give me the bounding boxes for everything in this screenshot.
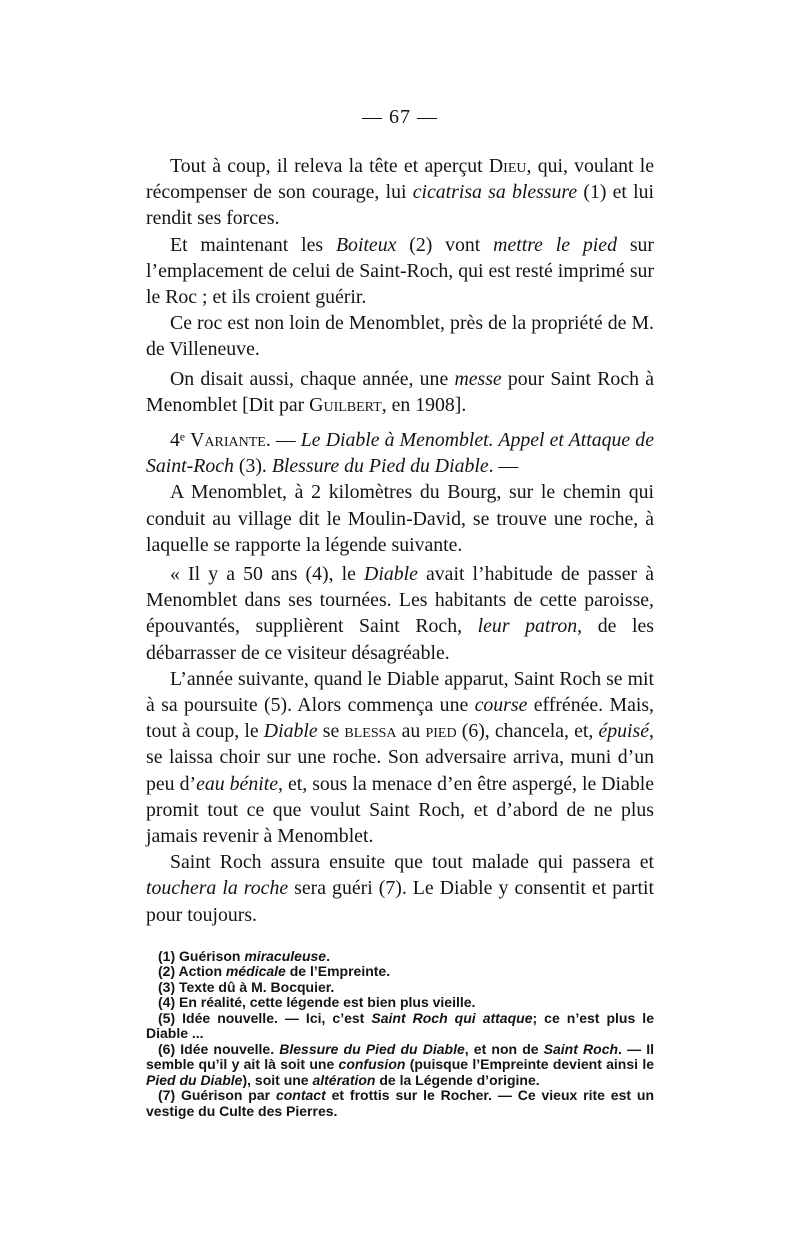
footnote-2: (2) Action médicale de l’Empreinte. [158, 963, 391, 980]
footnote-7: (7) Guérison par contact et frottis sur le Rocher. — Ce vieux rite est un vestige du Culte des Pierres. [146, 1087, 654, 1119]
footnotes [146, 949, 654, 1120]
paragraph-7: « Il y a 50 ans (4), le Diable avait l’habitude de passer à Menomblet dans ses tournées. Les habitants de cette paroisse, épouvantés, supplièrent Saint Roch, leur patron, de les débarrasser de ce visiteur désagréable. [146, 563, 654, 664]
book-page [146, 106, 654, 1119]
paragraph-1: Tout à coup, il releva la tête et aperçut Dieu, qui, voulant le récompenser de son courage, lui cicatrisa sa blessure (1) et lui rendit ses forces. [146, 155, 655, 230]
footnote-5: (5) Idée nouvelle. — Ici, c’est Saint Roch qui attaque; ce n’est plus le Diable ... [146, 1009, 654, 1042]
footnote-3: (3) Texte dû à M. Bocquier. [158, 978, 335, 995]
page-number: — 67 — [362, 106, 438, 128]
footnote-1: (1) Guérison miraculeuse. [158, 947, 330, 964]
paragraph-3: Ce roc est non loin de Menomblet, près de la propriété de M. de Villeneuve. [146, 312, 654, 361]
footnote-6: (6) Idée nouvelle. Blessure du Pied du Diable, et non de Saint Roch. — Il semble qu’il y ait là soit une confusion (puisque l’Empreinte devient ainsi le Pied du Diable), soit une altération de la Légende d’origine. [146, 1040, 655, 1088]
paragraph-2: Et maintenant les Boiteux (2) vont mettre le pied sur l’emplacement de celui de Saint-Roch, qui est resté imprimé sur le Roc ; et ils croient guérir. [146, 233, 655, 309]
paragraph-4: On disait aussi, chaque année, une messe pour Saint Roch à Menomblet [Dit par Guilbert, en 1908]. [146, 367, 654, 416]
paragraph-6: A Menomblet, à 2 kilomètres du Bourg, sur le chemin qui conduit au village dit le Moulin-David, se trouve une roche, à laquelle se rapporte la légende suivante. [146, 481, 654, 556]
variant-heading: 4ᵉ Variante. — Le Diable à Menomblet. Appel et Attaque de Saint-Roch (3). Blessure du Pied du Diable. — [146, 429, 654, 478]
paragraph-9: Saint Roch assura ensuite que tout malade qui passera et touchera la roche sera guéri (7). Le Diable y consentit et partit pour toujours. [146, 851, 654, 926]
paragraph-8: L’année suivante, quand le Diable apparut, Saint Roch se mit à sa poursuite (5). Alors commença une course effrénée. Mais, tout à coup, le Diable se blessa au pied (6), chancela, et, épuisé, se laissa choir sur une roche. Son adversaire arriva, muni d’un peu d’eau bénite, et, sous la menace d’en être aspergé, le Diable promit tout ce que voulut Saint Roch, et d’abord de ne plus jamais revenir à Menomblet. [146, 667, 654, 848]
footnote-4: (4) En réalité, cette légende est bien plus vieille. [158, 994, 476, 1011]
